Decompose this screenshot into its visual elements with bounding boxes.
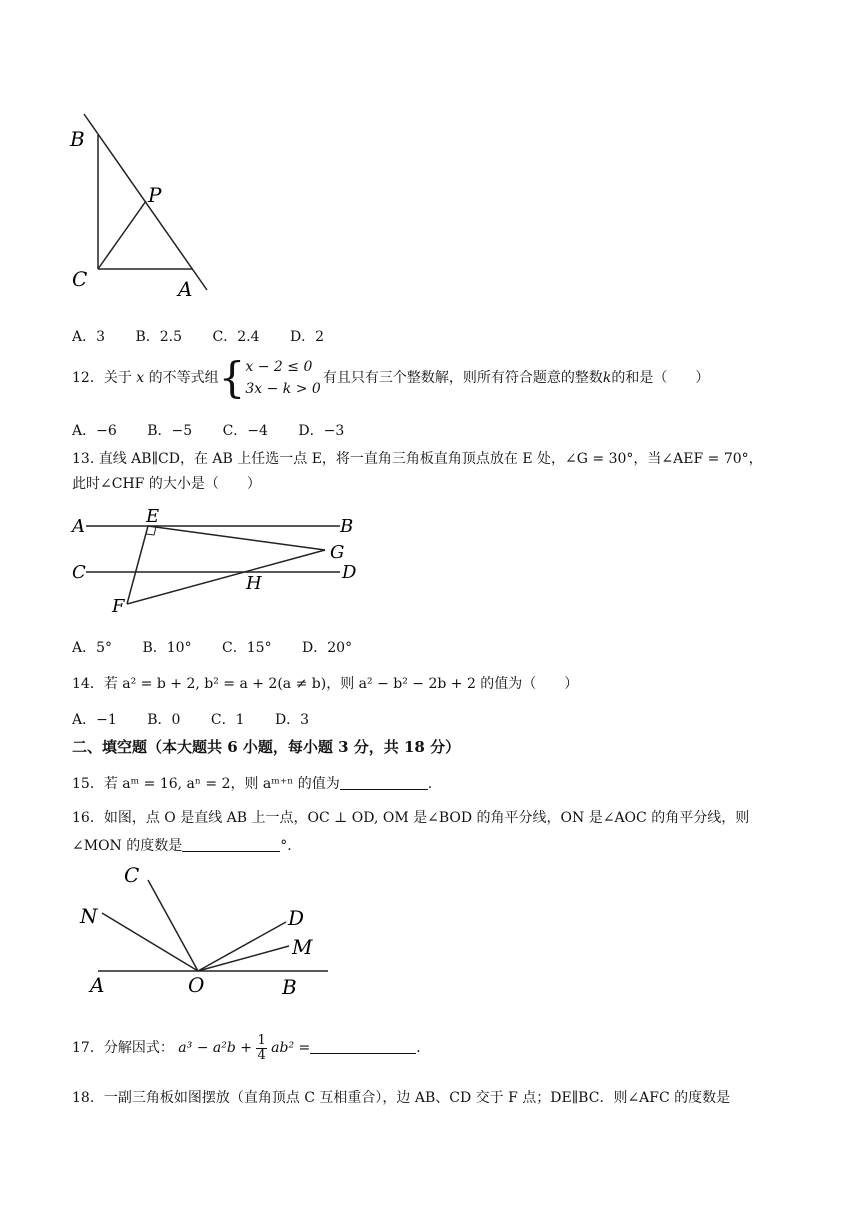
q13-option-b[interactable]: B．10° [142, 640, 192, 656]
ray-om [198, 946, 289, 971]
q15-answer-blank[interactable] [340, 775, 428, 790]
q16-line2-text: ∠MON 的度数是 [72, 838, 183, 854]
ray-on [102, 913, 198, 971]
q12-var-x: x [136, 370, 145, 386]
q14-option-a[interactable]: A．−1 [72, 712, 117, 728]
q12-option-a[interactable]: A．−6 [72, 423, 117, 439]
label-d: D [342, 562, 357, 583]
label-a: A [90, 973, 105, 997]
q11-option-a[interactable]: A．3 [72, 329, 106, 345]
q12-var-k: k [602, 370, 612, 386]
q12-question [72, 355, 709, 401]
q15-question [72, 773, 432, 793]
label-m: M [292, 935, 313, 959]
q11-options [72, 326, 350, 346]
label-b: B [340, 516, 354, 537]
q17-answer-blank[interactable] [310, 1039, 416, 1054]
label-b: B [282, 975, 297, 999]
q12-option-d[interactable]: D．−3 [298, 423, 345, 439]
label-a: A [72, 516, 85, 537]
line-ef [127, 526, 148, 604]
q12-line1: x − 2 ≤ 0 [245, 359, 313, 375]
label-c: C [72, 562, 86, 583]
q13-option-c[interactable]: C．15° [222, 640, 272, 656]
label-p: P [148, 183, 162, 207]
label-h: H [246, 573, 262, 594]
q15-text: 15．若 aᵐ = 16, aⁿ = 2，则 aᵐ⁺ⁿ 的值为 [72, 776, 340, 792]
q14-options [72, 709, 335, 729]
label-b: B [70, 127, 85, 151]
label-n: N [80, 904, 98, 928]
figure-q11-triangle [60, 100, 230, 310]
q12-option-c[interactable]: C．−4 [222, 423, 268, 439]
q12-inequality-system [245, 356, 320, 400]
q17-question [72, 1030, 421, 1066]
q15-end: . [427, 776, 433, 792]
q13-options [72, 637, 378, 657]
q17-expr-b: ab² = [271, 1040, 311, 1056]
q11-option-b[interactable]: B．2.5 [135, 329, 183, 345]
ray-oc [148, 880, 198, 971]
label-o: O [188, 973, 205, 997]
line-fg [127, 550, 325, 604]
q13-line2: 此时∠CHF 的大小是（ ） [72, 476, 261, 492]
q14-option-b[interactable]: B．0 [147, 712, 181, 728]
q17-frac-num: 1 [257, 1032, 266, 1048]
q16-end: °. [280, 838, 292, 854]
q12-line2: 3x − k > 0 [245, 381, 321, 397]
label-f: F [112, 596, 125, 617]
q14-question: 14．若 a² = b + 2, b² = a + 2(a ≠ b)，则 a² − b² − 2b + 2 的值为（ ） [72, 676, 579, 692]
q12-options [72, 420, 370, 440]
q12-suffix1: 有且只有三个整数解，则所有符合题意的整数 [322, 370, 603, 386]
q16-line1: 16．如图，点 O 是直线 AB 上一点，OC ⊥ OD, OM 是∠BOD 的角平分线，ON 是∠AOC 的角平分线，则 [72, 810, 750, 826]
q12-option-b[interactable]: B．−5 [147, 423, 193, 439]
label-c: C [124, 863, 140, 887]
q17-frac-den: 4 [257, 1047, 266, 1063]
q14-option-d[interactable]: D．3 [274, 712, 310, 728]
q13-option-d[interactable]: D．20° [302, 640, 353, 656]
figure-q16-angles [70, 860, 330, 1000]
figure-q13-parallel-lines [60, 500, 380, 630]
section-2-title: 二、填空题（本大题共 6 小题，每小题 3 分，共 18 分） [72, 738, 461, 756]
q14-option-c[interactable]: C．1 [210, 712, 245, 728]
q11-option-c[interactable]: C．2.4 [212, 329, 260, 345]
label-g: G [330, 542, 345, 563]
label-a: A [178, 277, 193, 301]
q12-mid: 的不等式组 [148, 370, 219, 386]
q12-prefix: 12．关于 [72, 370, 132, 386]
q16-line2 [72, 835, 292, 855]
label-c: C [72, 267, 88, 291]
label-e: E [146, 506, 160, 527]
q12-suffix2: 的和是（ ） [611, 370, 710, 386]
q12-brace: { [218, 353, 246, 402]
q13-line1: 13. 直线 AB∥CD，在 AB 上任选一点 E，将一直角三角板直角顶点放在 E 处，∠G = 30°，当∠AEF = 70°， [72, 451, 763, 467]
q17-prefix: 17．分解因式： [72, 1040, 174, 1056]
q17-end: . [416, 1040, 421, 1056]
line-cp [98, 201, 146, 269]
q17-expr-a: a³ − a²b + [178, 1040, 252, 1056]
q13-option-a[interactable]: A．5° [72, 640, 113, 656]
q17-fraction [256, 1034, 266, 1063]
label-d: D [288, 906, 305, 930]
q16-answer-blank[interactable] [182, 837, 280, 852]
ray-od [198, 922, 286, 971]
q11-option-d[interactable]: D．2 [289, 329, 325, 345]
q18-question: 18．一副三角板如图摆放（直角顶点 C 互相重合），边 AB、CD 交于 F 点；DE∥BC．则∠AFC 的度数是 [72, 1090, 731, 1106]
line-eg [148, 526, 325, 550]
